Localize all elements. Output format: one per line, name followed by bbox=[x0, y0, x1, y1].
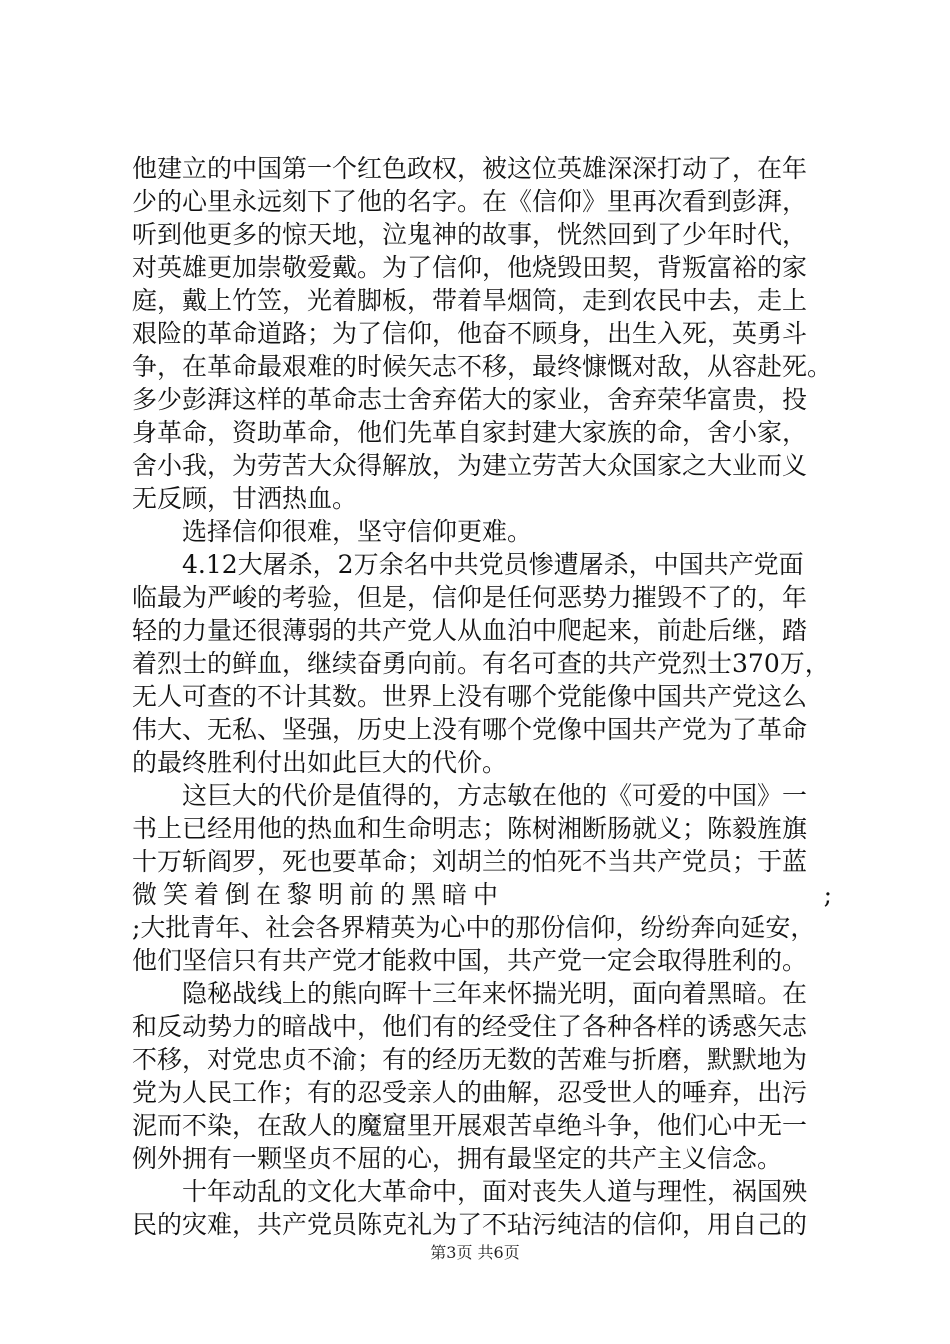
text-line: 党为人民工作；有的忍受亲人的曲解，忍受世人的唾弃，出污 bbox=[132, 1078, 808, 1107]
page-footer: 第3页 共6页 bbox=[430, 1243, 520, 1262]
text-line: 泥而不染，在敌人的魔窟里开展艰苦卓绝斗争，他们心中无一 bbox=[132, 1111, 808, 1140]
paragraph-start-line: 这巨大的代价是值得的，方志敏在他的《可爱的中国》一 bbox=[182, 781, 808, 810]
text-line: 不移，对党忠贞不渝；有的经历无数的苦难与折磨，默默地为 bbox=[132, 1045, 808, 1074]
text-line: 他们坚信只有共产党才能救中国，共产党一定会取得胜利的。 bbox=[132, 946, 808, 975]
text-line: 轻的力量还很薄弱的共产党人从血泊中爬起来，前赴后继，踏 bbox=[132, 616, 808, 645]
text-line: 伟大、无私、坚强，历史上没有哪个党像中国共产党为了革命 bbox=[132, 715, 808, 744]
text-line-justified bbox=[132, 878, 832, 911]
paragraph-start-line: 4.12大屠杀，2万余名中共党员惨遭屠杀，中国共产党面 bbox=[182, 550, 804, 579]
text-line-left: 微笑着倒在黎明前的黑暗中 bbox=[132, 880, 505, 909]
text-line: 争，在革命最艰难的时候矢志不移，最终慷慨对敌，从容赴死。 bbox=[132, 352, 833, 381]
text-line: 对英雄更加崇敬爱戴。为了信仰，他烧毁田契，背叛富裕的家 bbox=[132, 253, 808, 282]
text-line: 艰险的革命道路；为了信仰，他奋不顾身，出生入死，英勇斗 bbox=[132, 319, 808, 348]
text-line: 例外拥有一颗坚贞不屈的心，拥有最坚定的共产主义信念。 bbox=[132, 1144, 783, 1173]
text-line: 十万斩阎罗，死也要革命；刘胡兰的怕死不当共产党员；于蓝 bbox=[132, 847, 808, 876]
text-line: 他建立的中国第一个红色政权，被这位英雄深深打动了，在年 bbox=[132, 154, 808, 183]
text-line: 身革命，资助革命，他们先革自家封建大家族的命，舍小家， bbox=[132, 418, 808, 447]
text-line: 舍小我，为劳苦大众得解放，为建立劳苦大众国家之大业而义 bbox=[132, 451, 808, 480]
text-line: 庭，戴上竹笠，光着脚板，带着旱烟筒，走到农民中去，走上 bbox=[132, 286, 808, 315]
paragraph-start-line: 选择信仰很难，坚守信仰更难。 bbox=[182, 517, 533, 546]
body-text bbox=[132, 152, 832, 1241]
text-line: ;大批青年、社会各界精英为心中的那份信仰，纷纷奔向延安， bbox=[132, 913, 816, 942]
text-line: 书上已经用他的热血和生命明志；陈树湘断肠就义；陈毅旌旗 bbox=[132, 814, 808, 843]
text-line: 无反顾，甘洒热血。 bbox=[132, 484, 358, 513]
text-line: 和反动势力的暗战中，他们有的经受住了各种各样的诱惑矢志 bbox=[132, 1012, 808, 1041]
text-line: 少的心里永远刻下了他的名字。在《信仰》里再次看到彭湃， bbox=[132, 187, 808, 216]
text-line: 着烈士的鲜血，继续奋勇向前。有名可查的共产党烈士370万， bbox=[132, 649, 830, 678]
text-line: 听到他更多的惊天地，泣鬼神的故事，恍然回到了少年时代， bbox=[132, 220, 808, 249]
paragraph-start-line: 隐秘战线上的熊向晖十三年来怀揣光明，面向着黑暗。在 bbox=[182, 979, 808, 1008]
paragraph-start-line: 十年动乱的文化大革命中，面对丧失人道与理性，祸国殃 bbox=[182, 1177, 808, 1206]
text-line: 多少彭湃这样的革命志士舍弃偌大的家业，舍弃荣华富贵，投 bbox=[132, 385, 808, 414]
text-line: 无人可查的不计其数。世界上没有哪个党能像中国共产党这么 bbox=[132, 682, 808, 711]
text-line: 民的灾难，共产党员陈克礼为了不玷污纯洁的信仰，用自己的 bbox=[132, 1210, 808, 1239]
text-line: 的最终胜利付出如此巨大的代价。 bbox=[132, 748, 508, 777]
text-line: 临最为严峻的考验，但是，信仰是任何恶势力摧毁不了的，年 bbox=[132, 583, 808, 612]
text-line-right: ; bbox=[823, 880, 832, 909]
